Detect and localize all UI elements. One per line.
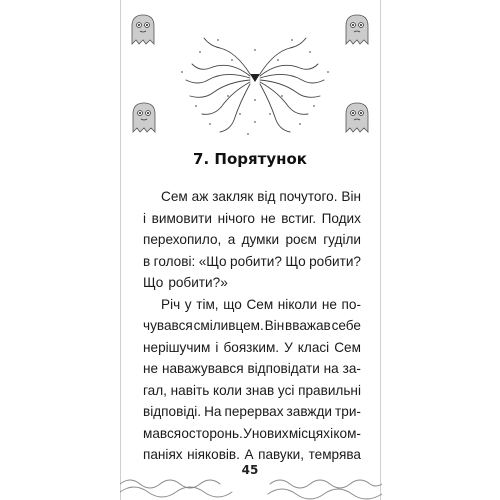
ghost-icon [342, 12, 372, 46]
text-line: відповіді. На перервах завжди три- [143, 404, 361, 419]
text-line: паніях ніяковів. А павуки, темрява [143, 447, 361, 462]
swirl-ornament-icon [170, 30, 340, 140]
page-edge-right [380, 0, 381, 500]
page-number: 45 [241, 463, 259, 477]
text-line: гал, навіть коли знав усі правильні [143, 382, 361, 398]
chapter-title: 7. Порятунок [193, 150, 307, 168]
text-line: чувався сміливцем. Він вважав себе [143, 318, 361, 333]
text-line: в голові: «Що робити? Що робити? [143, 253, 361, 269]
text-line: Що робити?» [143, 275, 228, 290]
page-edge-left [120, 0, 121, 500]
text-line: не наважувався відповідати на за- [143, 361, 361, 376]
ghost-icon [342, 100, 372, 134]
ghost-icon [129, 100, 159, 134]
text-line: перехопило, а думки роєм гуділи [143, 232, 361, 247]
text-line: Річ у тім, що Сем ніколи не по- [161, 296, 361, 312]
ghost-icon [128, 12, 158, 46]
text-line: і вимовити нічого не встиг. Подих [143, 210, 361, 226]
text-line: нерішучим і боязким. У класі Сем [143, 339, 361, 355]
text-line: мався осторонь. У нових місцях і ком- [143, 425, 361, 441]
text-line: Сем аж закляк від почутого. Він [161, 189, 361, 204]
body-text [143, 186, 361, 466]
